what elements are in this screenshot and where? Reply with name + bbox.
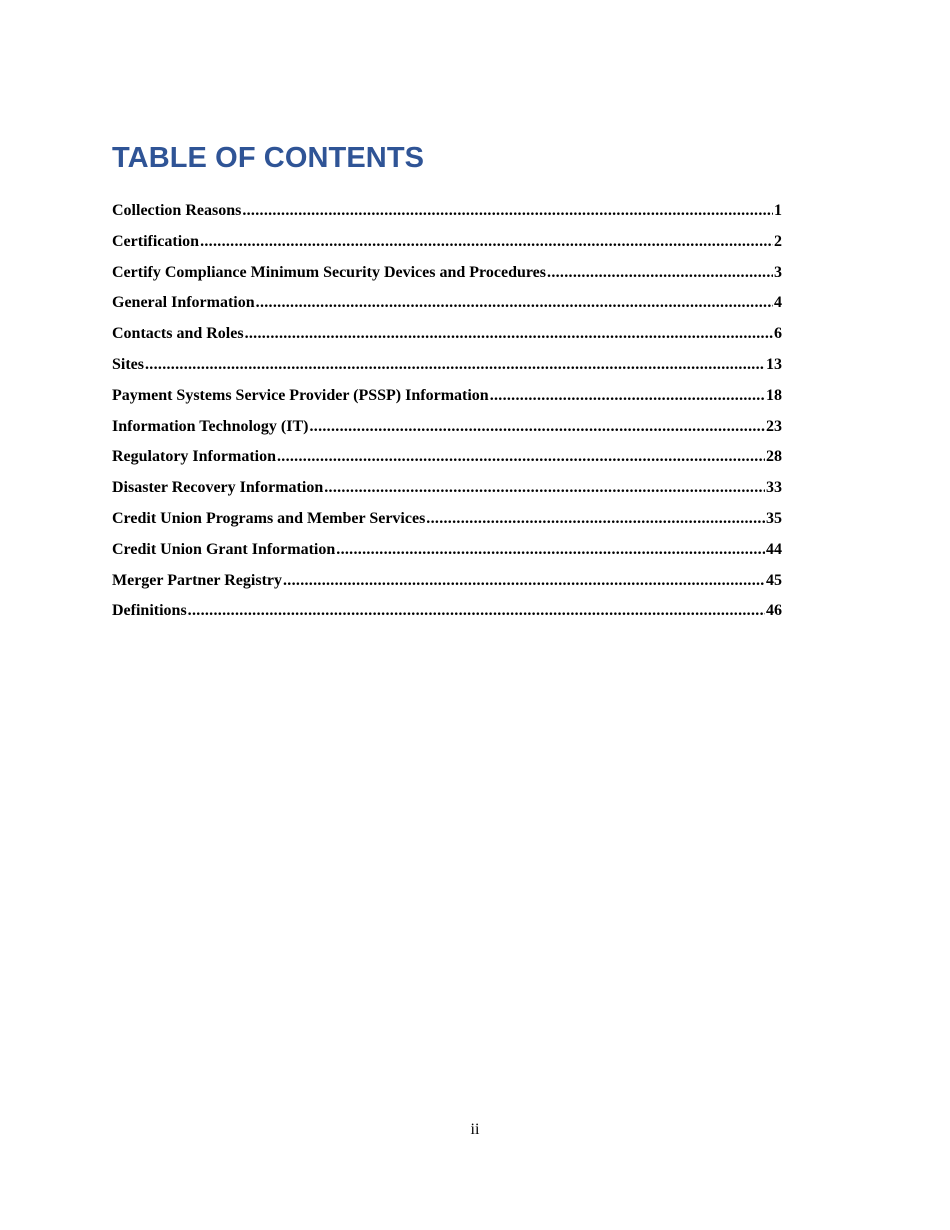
toc-page-number: 23: [766, 417, 782, 435]
dot-leader: [256, 294, 773, 312]
toc-page-number: 4: [774, 294, 782, 312]
dot-leader: [309, 418, 765, 436]
toc-entry-title: Contacts and Roles: [112, 325, 244, 343]
toc-list: [112, 202, 782, 633]
dot-leader: [490, 387, 765, 405]
toc-entry-certify-compliance[interactable]: [112, 264, 782, 295]
toc-page-number: 6: [774, 325, 782, 343]
toc-page-number: 13: [766, 355, 782, 373]
toc-entry-pssp-information[interactable]: [112, 387, 782, 418]
dot-leader: [200, 233, 773, 251]
toc-entry-title: General Information: [112, 294, 255, 312]
toc-entry-title: Credit Union Grant Information: [112, 540, 336, 558]
toc-entry-disaster-recovery[interactable]: [112, 479, 782, 510]
toc-page-number: 18: [766, 386, 782, 404]
dot-leader: [242, 202, 773, 220]
toc-entry-sites[interactable]: [112, 356, 782, 387]
toc-page-number: 46: [766, 602, 782, 620]
toc-entry-title: Certification: [112, 232, 200, 250]
toc-page-number: 3: [774, 263, 782, 281]
toc-entry-title: Definitions: [112, 602, 187, 620]
toc-page-number: 35: [766, 509, 782, 527]
toc-entry-programs-and-member-services[interactable]: [112, 510, 782, 541]
toc-page-number: 44: [766, 540, 782, 558]
toc-page-number: 45: [766, 571, 782, 589]
page-number-footer: ii: [470, 1121, 480, 1138]
toc-entry-collection-reasons[interactable]: [112, 202, 782, 233]
toc-entry-title: Merger Partner Registry: [112, 571, 282, 589]
dot-leader: [283, 572, 765, 590]
dot-leader: [336, 541, 765, 559]
dot-leader: [324, 479, 765, 497]
toc-entry-title: Sites: [112, 355, 144, 373]
toc-entry-certification[interactable]: [112, 233, 782, 264]
toc-page-number: 2: [774, 232, 782, 250]
toc-entry-definitions[interactable]: [112, 602, 782, 633]
toc-page-number: 33: [766, 479, 782, 497]
toc-entry-title: Disaster Recovery Information: [112, 479, 324, 497]
toc-entry-contacts-and-roles[interactable]: [112, 325, 782, 356]
toc-entry-title: Certify Compliance Minimum Security Devices and Procedures: [112, 263, 547, 281]
dot-leader: [277, 448, 765, 466]
toc-entry-regulatory-information[interactable]: [112, 448, 782, 479]
toc-entry-title: Regulatory Information: [112, 448, 276, 466]
page-title: TABLE OF CONTENTS: [112, 142, 425, 174]
dot-leader: [245, 325, 773, 343]
dot-leader: [145, 356, 765, 374]
toc-page-number: 1: [774, 202, 782, 219]
dot-leader: [188, 602, 765, 620]
toc-entry-information-technology[interactable]: [112, 418, 782, 449]
toc-entry-title: Collection Reasons: [112, 202, 242, 219]
toc-entry-title: Information Technology (IT): [112, 417, 309, 435]
toc-page-number: 28: [766, 448, 782, 466]
toc-entry-title: Credit Union Programs and Member Services: [112, 509, 426, 527]
toc-entry-general-information[interactable]: [112, 294, 782, 325]
toc-entry-grant-information[interactable]: [112, 541, 782, 572]
toc-entry-title: Payment Systems Service Provider (PSSP) Information: [112, 386, 489, 404]
dot-leader: [547, 264, 773, 282]
toc-entry-merger-partner-registry[interactable]: [112, 572, 782, 603]
dot-leader: [426, 510, 765, 528]
